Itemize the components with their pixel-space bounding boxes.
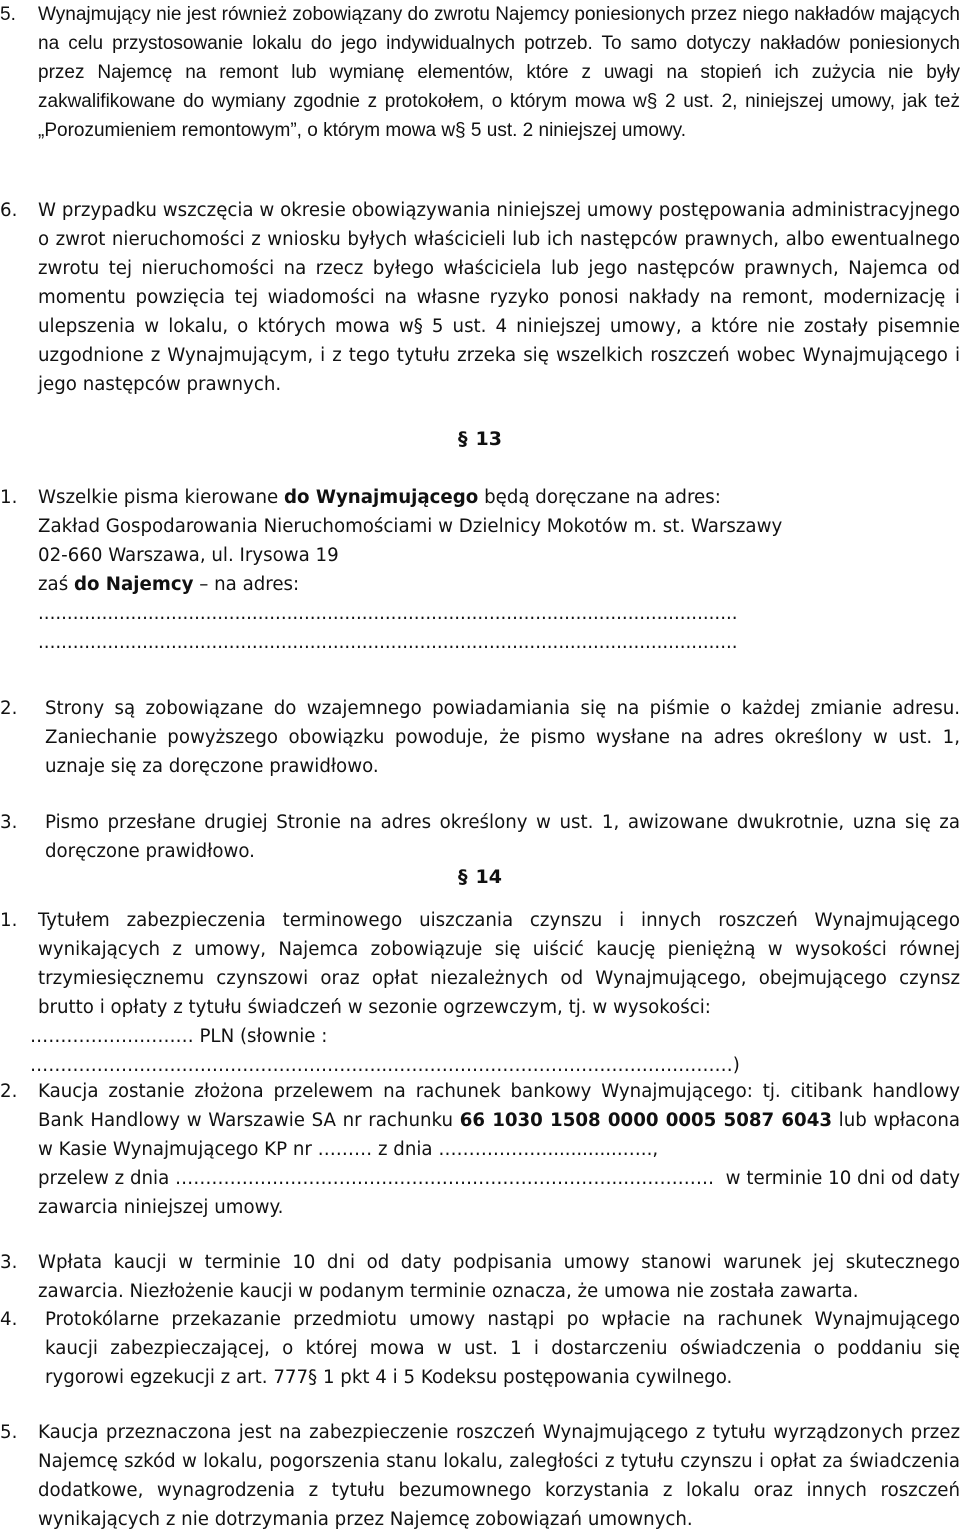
clause-14-3 [0,1248,960,1306]
landlord-address-name: Zakład Gospodarowania Nieruchomościami w Dzielnicy Mokotów m. st. Warszawy [38,516,783,537]
bank-line-4: przelew z dnia ………………………………………………………………..…………… w terminie 10 dni od daty [38,1168,960,1189]
address-intro: Wszelkie pisma kierowane do Wynajmującego będą doręczane na adres: [38,487,721,508]
tenant-address-blank-1: ......................................................................................................................... [38,603,738,624]
clause-number: 2. [0,1081,18,1102]
clause-text-part2: 1 pkt 4 i 5 Kodeksu postępowania cywilnego. [322,1367,733,1388]
section-heading-13 [0,428,960,450]
bank-line-2: Bank Handlowy w Warszawie SA nr rachunku 66 1030 1508 0000 0005 5087 6043 lub wpłacona [38,1110,960,1131]
paragraph-sign: § [646,91,658,112]
clause-number: 4. [0,1309,18,1330]
clause-14-5 [0,1418,960,1534]
clause-number: 1. [0,910,18,931]
clause-number: 5. [0,4,16,25]
clause-6 [0,196,960,399]
clause-5-prev [0,0,960,145]
clause-14-1 [0,906,960,1022]
account-number: 66 1030 1508 0000 0005 5087 6043 [459,1110,832,1131]
clause-13-1 [0,483,960,657]
section-number: 13 [475,428,502,450]
clause-text: Strony są zobowiązane do wzajemnego powiadamiania się na piśmie o każdej zmianie adresu. Zaniechanie powyższego obowiązku powoduje, że pismo wysłane na adres określony w ust. 1, uznaje się za doręczone prawidłowo. [45,698,960,777]
clause-text-part1: W przypadku wszczęcia w okresie obowiązywania niniejszej umowy postępowania administracyjnego o zwrot nieruchomości z wniosku byłych właścicieli lub ich następców prawnych, albo ewentualnego zwrotu tej nieruchomości na rzecz byłego właściciela lub jego następców prawnych, Najemca od momentu powzięcia tej wiadomości na własne ryzyko ponosi nakłady na remont, modernizację i ulepszenia w lokalu, o których mowa w [38,200,960,337]
paragraph-sign: § [455,120,466,141]
paragraph-sign: § [458,866,468,888]
clause-number: 2. [0,698,18,719]
section-heading-14 [0,866,960,888]
landlord-address-street: 02-660 Warszawa, ul. Irysowa 19 [38,545,339,566]
clause-text: Tytułem zabezpieczenia terminowego uiszczania czynszu i innych roszczeń Wynajmującego wynikających z umowy, Najemca zobowiązuje się uiścić kaucję pieniężną w wysokości równej trzymiesięcznemu czynszowi oraz opłat niezależnych od Wynajmującego, obejmującego czynsz brutto i opłaty z tytułu świadczeń w sezonie ogrzewczym, tj. w wysokości: [38,910,960,1018]
clause-text: Pismo przesłane drugiej Stronie na adres określony w ust. 1, awizowane dwukrotnie, uzna się za doręczone prawidłowo. [45,812,960,862]
clause-number: 3. [0,812,18,833]
clause-number: 3. [0,1252,18,1273]
deposit-amount-line: ……………………… PLN (słownie : …………………………………………………..…………………………………………………) [30,1026,740,1076]
clause-text-part3: 5 ust. 2 niniejszej umowy. [470,120,686,141]
clause-text-part2: 2 ust. 2, niniejszej umowy, jak też „Porozumieniem remontowym”, o którym mowa w [38,91,960,141]
bank-line-1: Kaucja zostanie złożona przelewem na rachunek bankowy Wynajmującego: tj. citibank handlowy [38,1081,960,1102]
paragraph-sign: § [308,1367,318,1388]
clause-number: 1. [0,487,18,508]
clause-14-2 [0,1077,960,1222]
clause-13-2 [0,694,960,781]
clause-number: 5. [0,1422,18,1443]
clause-14-4 [0,1305,960,1392]
paragraph-sign: § [458,428,468,450]
tenant-address-blank-2: ......................................................................................................................... [38,632,738,653]
clause-text-part2: 5 ust. 4 niniejszej umowy, a które nie zostały pisemnie uzgodnione z Wynajmującym, i z tego tytułu zrzeka się wszelkich roszczeń wobec Wynajmującego i jego następców prawnych. [38,316,960,395]
clause-text-part1: Wynajmujący nie jest również zobowiązany do zwrotu Najemcy poniesionych przez niego nakładów mających na celu przystosowanie lokalu do jego indywidualnych potrzeb. To samo dotyczy nakładów poniesionych przez Najemcę na remont lub wymianę elementów, które z uwagi na stopień ich zużycia nie były zakwalifikowane do wymiany zgodnie z protokołem, o którym mowa w [38,4,960,112]
clause-text-part1: Protokólarne przekazanie przedmiotu umowy nastąpi po wpłacie na rachunek Wynajmującego kaucji zabezpieczającej, o której mowa w ust. 1 i dostarczeniu oświadczenia o poddaniu się rygorowi egzekucji z art. 777 [45,1309,960,1388]
bank-line-5: zawarcia niniejszej umowy. [38,1197,284,1218]
clause-13-3 [0,808,960,866]
bank-line-3: w Kasie Wynajmującego KP nr ……… z dnia ……………….............….., [38,1139,659,1160]
clause-text: Wpłata kaucji w terminie 10 dni od daty podpisania umowy stanowi warunek jej skutecznego zawarcia. Niezłożenie kaucji w podanym terminie oznacza, że umowa nie została zawarta. [38,1252,960,1302]
clause-number: 6. [0,200,18,221]
paragraph-sign: § [413,316,423,337]
clause-text: Kaucja przeznaczona jest na zabezpieczenie roszczeń Wynajmującego z tytułu wyrządzonych przez Najemcę szkód w lokalu, pogorszenia stanu lokalu, zaległości z tytułu czynszu i opłat za świadczenia dodatkowe, wynagrodzenia z tytułu bezumownego korzystania z lokalu oraz innych roszczeń wynikających z nie dotrzymania przez Najemcę zobowiązań umownych. [38,1422,960,1530]
tenant-address-label: zaś do Najemcy – na adres: [38,574,300,595]
section-number: 14 [475,866,502,888]
